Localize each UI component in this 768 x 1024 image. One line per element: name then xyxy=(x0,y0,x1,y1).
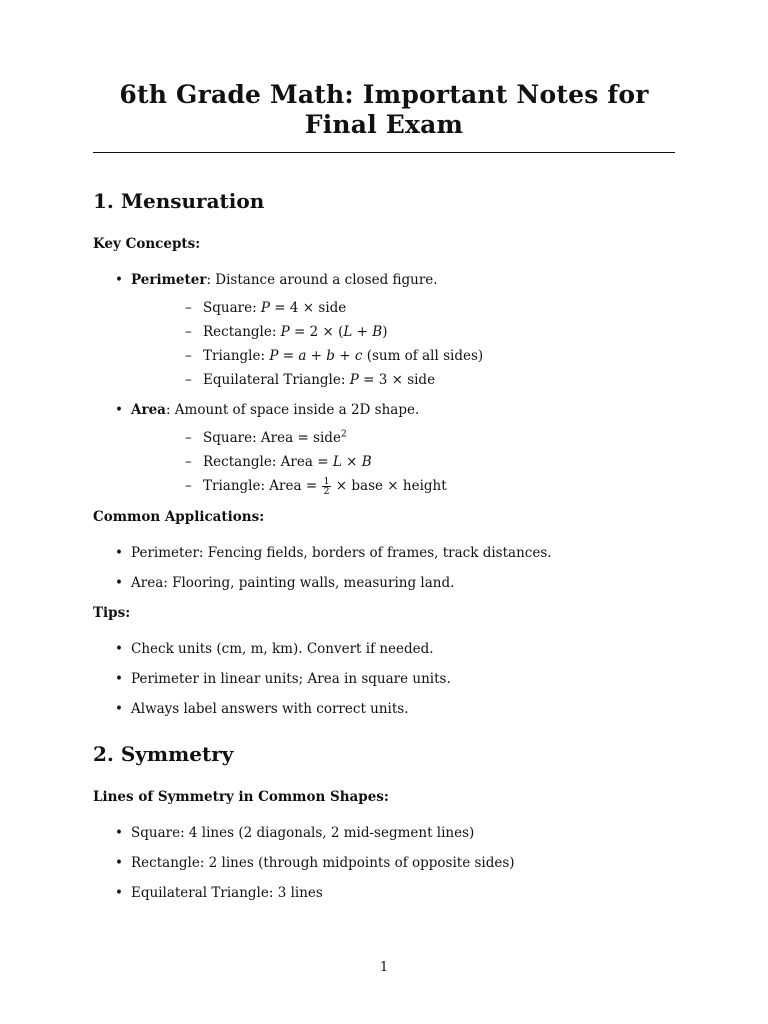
formula-text: × xyxy=(341,454,362,470)
formula-text: + xyxy=(334,348,355,364)
formula-text: Rectangle: Area = xyxy=(203,454,333,470)
formula-text: Triangle: Area = xyxy=(203,478,322,494)
list-item-area xyxy=(93,401,675,496)
area-desc: : Amount of space inside a 2D shape. xyxy=(165,402,420,418)
formula-text: = 3 × side xyxy=(358,372,436,388)
formula-text: Square: Area = side xyxy=(203,430,341,446)
section-heading-mensuration: 1. Mensuration xyxy=(93,189,265,213)
list-item: • Area: Flooring, painting walls, measuring land. xyxy=(93,574,675,592)
var: L xyxy=(332,454,342,470)
formula-triangle-area xyxy=(131,477,675,496)
var: c xyxy=(354,348,363,364)
title-rule xyxy=(93,152,675,153)
label: Square: xyxy=(203,300,261,316)
list-item: • Perimeter in linear units; Area in square units. xyxy=(93,670,675,688)
var: B xyxy=(361,454,372,470)
area-formulas xyxy=(131,429,675,496)
formula-text: (sum of all sides) xyxy=(362,348,484,364)
var: P xyxy=(260,300,271,316)
superscript: 2 xyxy=(340,429,347,440)
section-heading-symmetry: 2. Symmetry xyxy=(93,742,234,766)
symmetry-lines-list xyxy=(93,824,675,902)
applications-list xyxy=(93,544,675,592)
key-concepts-list xyxy=(93,271,675,496)
label: Rectangle: xyxy=(203,324,281,340)
term-perimeter: Perimeter xyxy=(131,272,207,288)
list-item: • Rectangle: 2 lines (through midpoints of opposite sides) xyxy=(93,854,675,872)
perimeter-formulas xyxy=(131,299,675,389)
list-item: • Check units (cm, m, km). Convert if needed. xyxy=(93,640,675,658)
formula-rectangle-perimeter xyxy=(131,323,675,341)
numerator: 1 xyxy=(323,476,330,487)
formula-square-area xyxy=(131,429,675,447)
formula-triangle-perimeter xyxy=(131,347,675,365)
formula-text: = 2 × ( xyxy=(289,324,344,340)
formula-text: = xyxy=(278,348,299,364)
document-title: 6th Grade Math: Important Notes for Final Exam xyxy=(119,80,649,139)
list-item-perimeter xyxy=(93,271,675,389)
list-item: • Equilateral Triangle: 3 lines xyxy=(93,884,675,902)
var: a xyxy=(298,348,307,364)
fraction-one-half xyxy=(322,477,330,496)
var: B xyxy=(372,324,383,340)
formula-text: + xyxy=(306,348,327,364)
page-number: 1 xyxy=(379,960,389,975)
var: P xyxy=(349,372,359,388)
list-item: • Always label answers with correct units. xyxy=(93,700,675,718)
formula-text: × base × height xyxy=(331,478,447,494)
formula-text: ) xyxy=(382,324,388,340)
key-concepts-heading: Key Concepts: xyxy=(93,236,201,252)
formula-equilateral-perimeter xyxy=(131,371,675,389)
label: Equilateral Triangle: xyxy=(203,372,350,388)
perimeter-desc: : Distance around a closed figure. xyxy=(206,272,438,288)
var: b xyxy=(326,348,335,364)
formula-text: = 4 × side xyxy=(270,300,347,316)
var: L xyxy=(343,324,353,340)
label: Triangle: xyxy=(203,348,270,364)
symmetry-lines-heading: Lines of Symmetry in Common Shapes: xyxy=(93,789,389,805)
tips-list xyxy=(93,640,675,718)
term-area: Area xyxy=(131,402,166,418)
formula-rectangle-area xyxy=(131,453,675,471)
tips-heading: Tips: xyxy=(93,605,131,621)
document-page xyxy=(93,80,675,914)
var: P xyxy=(280,324,290,340)
list-item: • Perimeter: Fencing fields, borders of frames, track distances. xyxy=(93,544,675,562)
formula-square-perimeter xyxy=(131,299,675,317)
denominator: 2 xyxy=(323,486,330,497)
formula-text: + xyxy=(352,324,373,340)
list-item: • Square: 4 lines (2 diagonals, 2 mid-segment lines) xyxy=(93,824,675,842)
var: P xyxy=(269,348,279,364)
applications-heading: Common Applications: xyxy=(93,509,265,525)
